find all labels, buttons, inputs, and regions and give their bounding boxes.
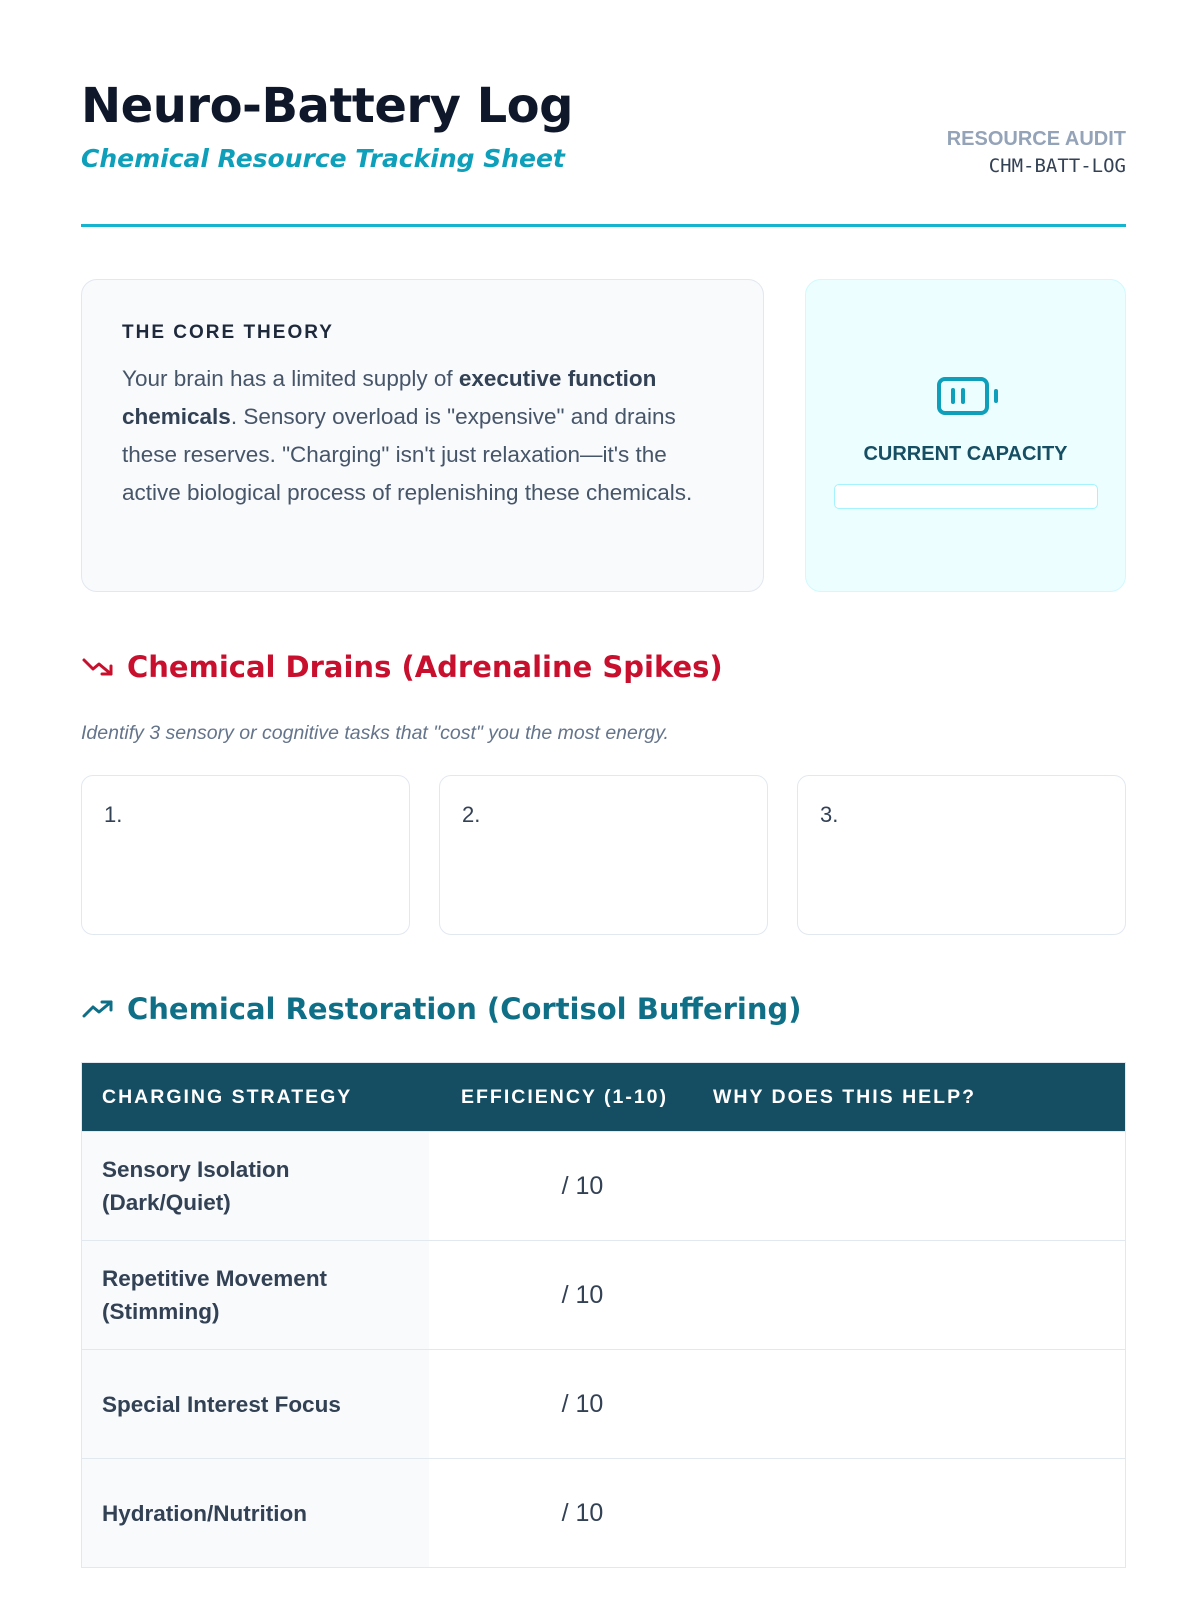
column-header: EFFICIENCY (1-10) [461,1085,669,1108]
capacity-bar-input[interactable] [834,484,1098,509]
drain-entry-box[interactable] [81,775,410,935]
drain-entry-number: 2. [462,802,481,827]
strategy-cell: Special Interest Focus [82,1350,429,1458]
drains-heading [81,650,723,684]
restoration-heading [81,992,802,1026]
page-title: Neuro-Battery Log [81,78,573,134]
core-theory-card [81,279,764,592]
header [81,78,1126,227]
efficiency-cell[interactable]: / 10 [561,1498,604,1527]
capacity-card [805,279,1126,592]
why-cell[interactable] [713,1241,1125,1349]
table-row [82,1240,1125,1349]
core-theory-heading: THE CORE THEORY [122,322,334,343]
why-cell[interactable] [713,1459,1125,1567]
strategy-cell: Hydration/Nutrition [82,1459,429,1567]
trending-up-icon [81,995,115,1023]
efficiency-cell[interactable]: / 10 [561,1280,604,1309]
why-cell[interactable] [713,1350,1125,1458]
table-row [82,1131,1125,1240]
drain-entry-box[interactable] [439,775,768,935]
drains-instruction: Identify 3 sensory or cognitive tasks that "cost" you the most energy. [81,722,669,744]
restoration-title: Chemical Restoration (Cortisol Buffering) [127,992,802,1026]
table-header [82,1063,1125,1131]
column-header: WHY DOES THIS HELP? [713,1085,976,1108]
drain-entry-box[interactable] [797,775,1126,935]
drain-entry-number: 3. [820,802,839,827]
charging-strategy-table [81,1062,1126,1568]
drain-entry-number: 1. [104,802,123,827]
capacity-label: CURRENT CAPACITY [863,443,1068,465]
drains-title: Chemical Drains (Adrenaline Spikes) [127,650,723,684]
efficiency-cell[interactable]: / 10 [561,1389,604,1418]
strategy-cell: Sensory Isolation (Dark/Quiet) [82,1132,429,1240]
battery-icon [936,376,1000,416]
efficiency-cell[interactable]: / 10 [561,1171,604,1200]
why-cell[interactable] [713,1132,1125,1240]
core-theory-text: Your brain has a limited supply of executive function chemicals. Sensory overload is "expensive" and drains these reserves. "Charging" isn't just relaxation—it's the active biological process of replenishing these chemicals. [122,366,693,505]
page-subtitle: Chemical Resource Tracking Sheet [81,144,565,173]
audit-code: CHM-BATT-LOG [988,155,1126,177]
table-row [82,1458,1125,1567]
core-theory-emphasis: executive function chemicals [122,366,657,429]
column-header: CHARGING STRATEGY [102,1085,353,1108]
strategy-cell: Repetitive Movement (Stimming) [82,1241,429,1349]
table-row [82,1349,1125,1458]
audit-label: RESOURCE AUDIT [946,128,1126,150]
trending-down-icon [81,653,115,681]
